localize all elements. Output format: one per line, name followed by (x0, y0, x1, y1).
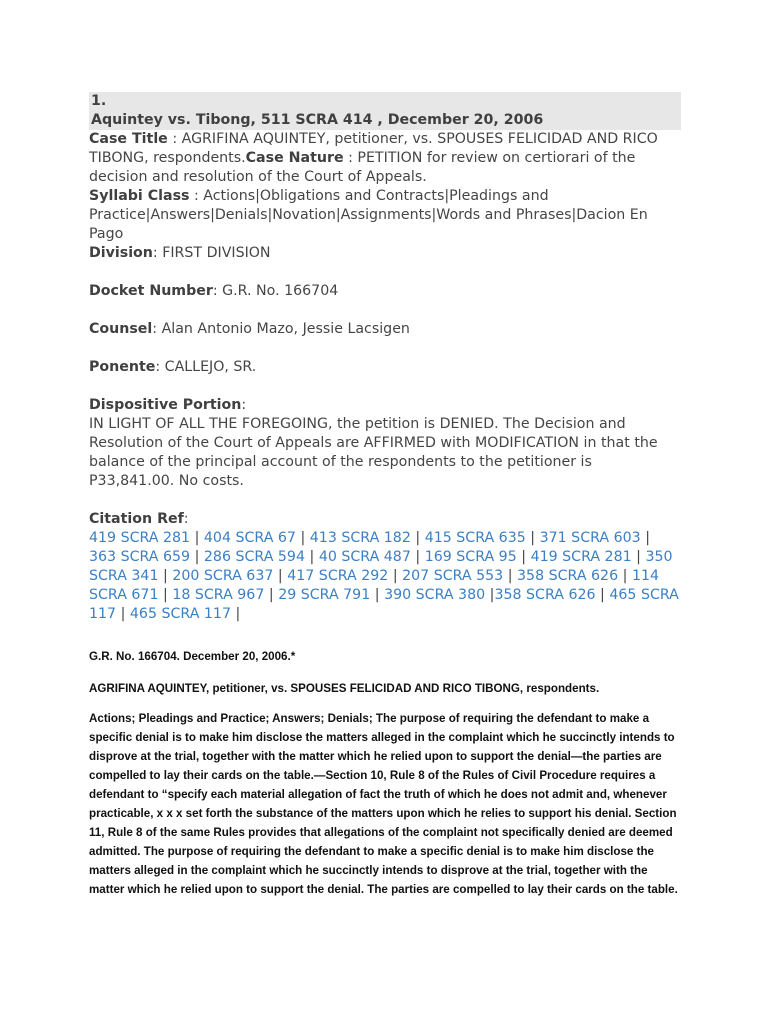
ponente (89, 358, 681, 377)
division (89, 244, 681, 263)
citation-separator: | (264, 587, 279, 603)
counsel-label: Counsel (89, 321, 153, 337)
case-nature-label: Case Nature (245, 150, 344, 166)
citation-separator: | (158, 568, 173, 584)
docket-value: : G.R. No. 166704 (212, 283, 339, 299)
citation-separator: | (516, 549, 531, 565)
citation-separator: | (273, 568, 288, 584)
case-header (89, 92, 681, 130)
citation-link[interactable]: 40 SCRA 487 (318, 549, 411, 565)
ponente-label: Ponente (89, 359, 156, 375)
citation-separator: | (295, 530, 310, 546)
citation-separator: | (618, 568, 632, 584)
citation-link[interactable]: 114 SCRA 671 (89, 568, 660, 603)
citation-link[interactable]: 169 SCRA 95 (424, 549, 517, 565)
citation-separator: | (370, 587, 385, 603)
case-summary (89, 92, 681, 624)
citation-link[interactable]: 465 SCRA 117 (89, 587, 679, 622)
citation-separator: | (410, 549, 425, 565)
citation-link[interactable]: 413 SCRA 182 (309, 530, 411, 546)
citation-link[interactable]: 419 SCRA 281 (530, 549, 632, 565)
citation-link[interactable]: 286 SCRA 594 (203, 549, 305, 565)
citation-separator: | (116, 606, 130, 622)
citation-link[interactable]: 419 SCRA 281 (89, 530, 191, 546)
spacer (89, 263, 681, 282)
case-number: 1. (91, 93, 107, 109)
dispositive-label: Dispositive Portion (89, 397, 242, 413)
case-title-label: Case Title (89, 131, 168, 147)
citation-separator: | (190, 549, 204, 565)
spacer (89, 339, 681, 358)
counsel-value: : Alan Antonio Mazo, Jessie Lacsigen (152, 321, 410, 337)
citation-link[interactable]: 350 SCRA 341 (89, 549, 673, 584)
citation-heading (89, 510, 681, 529)
ponente-value: : CALLEJO, SR. (155, 359, 257, 375)
parties-line: AGRIFINA AQUINTEY, petitioner, vs. SPOUSES FELICIDAD AND RICO TIBONG, respondents. (89, 682, 600, 695)
spacer (89, 377, 681, 396)
docket-label: Docket Number (89, 283, 213, 299)
citation-separator: | (305, 549, 319, 565)
dispositive-text: IN LIGHT OF ALL THE FOREGOING, the petition is DENIED. The Decision and Resolution of the Court of Appeals are AFFIRMED with MODIFICATION in that the balance of the principal account of the respondents to the petitioner is P33,841.00. No costs. (89, 416, 658, 489)
counsel (89, 320, 681, 339)
citation-separator: | (388, 568, 403, 584)
citation-link[interactable]: 371 SCRA 603 (539, 530, 641, 546)
syllabi-class-label: Syllabi Class (89, 188, 190, 204)
case-title-value: : AGRIFINA AQUINTEY, petitioner, vs. SPOUSES FELICIDAD AND RICO TIBONG, respondents. (89, 131, 658, 166)
citation-link[interactable]: 417 SCRA 292 (287, 568, 389, 584)
citation-separator: | (158, 587, 173, 603)
citation-link[interactable]: 390 SCRA 380 (384, 587, 486, 603)
spacer (89, 301, 681, 320)
gr-line: G.R. No. 166704. December 20, 2006.* (89, 650, 296, 663)
citation-link[interactable]: 358 SCRA 626 (494, 587, 596, 603)
citation-separator: | (525, 530, 540, 546)
citation-link[interactable]: 465 SCRA 117 (129, 606, 231, 622)
dispositive-heading (89, 396, 681, 415)
syllabi-class (89, 187, 681, 244)
citation-link[interactable]: 18 SCRA 967 (172, 587, 265, 603)
division-value: : FIRST DIVISION (152, 245, 271, 261)
citation-separator: | (503, 568, 518, 584)
citation-separator: | (485, 587, 495, 603)
citation-colon: : (183, 511, 189, 527)
citation-link[interactable]: 200 SCRA 637 (172, 568, 274, 584)
syllabus-paragraph: Actions; Pleadings and Practice; Answers; Denials; The purpose of requiring the defendant to make a specific denial is to make him disclose the matters alleged in the complaint which he succinctly intends to disprove at the trial, together with the matter which he relied upon to support the denial—the parties are compelled to lay their cards on the table.—Section 10, Rule 8 of the Rules of Civil Procedure requires a defendant to “specify each material allegation of fact the truth of which he does not admit and, whenever practicable, x x x set forth the substance of the matters upon which he relies to support his denial. Section 11, Rule 8 of the same Rules provides that allegations of the complaint not specifically denied are deemed admitted. The purpose of requiring the defendant to make a specific denial is to make him disclose the matters alleged in the complaint which he succinctly intends to disprove at the trial, together with the matter which he relied upon to support the denial. The parties are compelled to lay their cards on the table. (89, 712, 678, 896)
citation-separator: | (231, 606, 241, 622)
citation-separator: | (190, 530, 204, 546)
docket-number (89, 282, 681, 301)
citation-label: Citation Ref (89, 511, 184, 527)
citation-separator: | (595, 587, 610, 603)
citation-link[interactable]: 358 SCRA 626 (517, 568, 619, 584)
case-nature-value: : PETITION for review on certiorari of the decision and resolution of the Court of Appeals. (89, 150, 636, 185)
decision-body (89, 647, 684, 899)
citation-link[interactable]: 415 SCRA 635 (424, 530, 526, 546)
citation-link[interactable]: 207 SCRA 553 (402, 568, 504, 584)
citation-separator: | (631, 549, 646, 565)
division-label: Division (89, 245, 153, 261)
syllabi-class-value: : Actions|Obligations and Contracts|Pleadings and Practice|Answers|Denials|Novation|Assignments|Words and Phrases|Dacion En Pago (89, 188, 648, 242)
dispositive-colon: : (241, 397, 247, 413)
citation-link[interactable]: 404 SCRA 67 (203, 530, 296, 546)
citation-separator: | (640, 530, 650, 546)
case-title-block (89, 130, 681, 187)
citation-separator: | (410, 530, 425, 546)
citation-link[interactable]: 29 SCRA 791 (278, 587, 371, 603)
case-heading: Aquintey vs. Tibong, 511 SCRA 414 , December 20, 2006 (91, 112, 544, 128)
citation-link-list (89, 529, 681, 624)
citation-link[interactable]: 363 SCRA 659 (89, 549, 191, 565)
spacer (89, 491, 681, 510)
